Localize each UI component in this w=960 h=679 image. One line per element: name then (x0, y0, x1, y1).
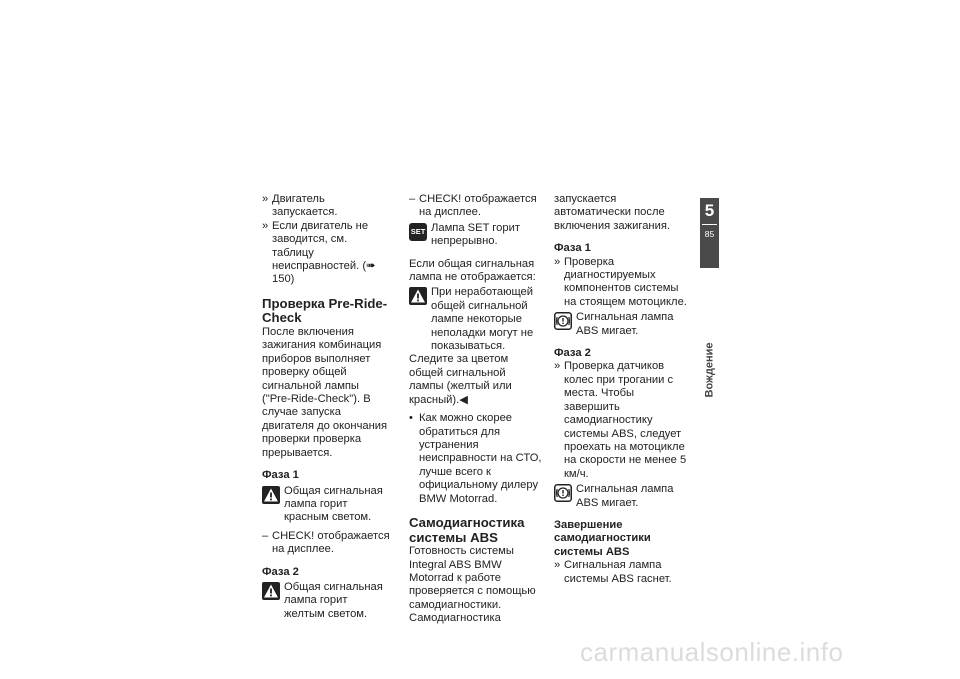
icon-note-text: При неработающей общей сигнальной лампе некоторые неполадки могут не показываться. (431, 286, 534, 353)
icon-note-text: Общая сигнальная лампа горит желтым светом. (284, 580, 383, 620)
list-item-text: CHECK! отображается на дисплее. (272, 529, 390, 556)
subsection-heading: Фаза 1 (262, 469, 299, 482)
icon-note-text: Сигнальная лампа ABS мигает. (576, 311, 674, 337)
subsection-heading: Завершение самодиагностики системы ABS (554, 518, 651, 558)
column-2 (409, 193, 543, 626)
list-item-text: Если двигатель не заводится, см. таблицу неисправностей. (➠ 150) (272, 219, 376, 286)
warning-triangle-icon (409, 287, 427, 305)
list-item: » Проверка диагностируемых компонентов системы на стоящем мотоцикле. (554, 255, 687, 308)
column-3 (554, 193, 688, 586)
list-item-text: Двигатель запускается. (272, 193, 338, 219)
paragraph: Если общая сигнальная лампа не отображается: (409, 257, 536, 284)
section-heading: Самодиагностика системы ABS (409, 514, 525, 545)
subsection-heading: Фаза 2 (262, 565, 299, 578)
list-item-text: CHECK! отображается на дисплее. (419, 193, 537, 219)
icon-note (554, 483, 688, 510)
subsection-heading: Фаза 1 (554, 242, 591, 255)
paragraph: Готовность системы Integral ABS BMW Motorrad к работе проверяется с помощью самодиагностики. Самодиагностика (409, 545, 536, 625)
warning-light-icon (262, 582, 280, 600)
abs-lamp-icon (554, 484, 572, 502)
list-item: • Как можно скорее обратиться для устранения неисправности на СТО, лучше всего к официальному дилеру BMW Motorrad. (409, 412, 542, 505)
list-item: » Двигатель запускается. (262, 193, 338, 219)
subsection-heading: Фаза 2 (554, 347, 591, 360)
chapter-divider (702, 224, 717, 225)
list-item-text: Проверка диагностируемых компонентов системы на стоящем мотоцикле. (564, 255, 687, 308)
icon-note-text: Общая сигнальная лампа горит красным светом. (284, 484, 383, 524)
icon-note-text: Лампа SET горит непрерывно. (431, 221, 520, 248)
list-item-text: Как можно скорее обратиться для устранения неисправности на СТО, лучше всего к официальному дилеру BMW Motorrad. (419, 412, 542, 505)
icon-note-text: Сигнальная лампа ABS мигает. (576, 483, 674, 509)
list-item-text: Сигнальная лампа системы ABS гаснет. (564, 559, 672, 585)
chapter-number: 5 (704, 201, 715, 220)
list-item: – CHECK! отображается на дисплее. (409, 193, 537, 219)
abs-lamp-icon (554, 312, 572, 330)
icon-note (409, 222, 543, 249)
list-item: » Сигнальная лампа системы ABS гаснет. (554, 559, 672, 585)
icon-note (409, 286, 543, 353)
list-item: » Если двигатель не заводится, см. таблицу неисправностей. (➠ 150) (262, 219, 376, 286)
paragraph: запускается автоматически после включения зажигания. (554, 193, 671, 232)
paragraph: После включения зажигания комбинация приборов выполняет проверку общей сигнальной лампы ("Pre-Ride-Check"). В случае запуска двигателя до окончания проверки проверка прерывается. (262, 326, 388, 459)
icon-note (262, 581, 390, 621)
chapter-tab (700, 198, 719, 268)
icon-note (554, 311, 688, 338)
icon-note (262, 485, 390, 525)
list-item-text: Проверка датчиков колес при трогании с места. Чтобы завершить самодиагностику системы ABS, следует проехать на мотоцикле на скорости не менее 5 км/ч. (564, 360, 687, 480)
list-item: – CHECK! отображается на дисплее. (262, 529, 390, 556)
warning-light-icon (262, 486, 280, 504)
watermark: carmanualsonline.info (580, 637, 844, 667)
section-heading: Проверка Pre-Ride-Check (262, 295, 388, 326)
paragraph: Следите за цветом общей сигнальной лампы (желтый или красный).◀ (409, 353, 512, 406)
page-number: 85 (704, 229, 715, 239)
section-side-label (700, 335, 719, 405)
section-name: Вождение (702, 342, 715, 398)
column-1 (262, 193, 390, 621)
list-item: » Проверка датчиков колес при трогании с места. Чтобы завершить самодиагностику системы ABS, следует проехать на мотоцикле на скорости не менее 5 км/ч. (554, 360, 687, 480)
set-lamp-icon: SET (409, 223, 427, 241)
